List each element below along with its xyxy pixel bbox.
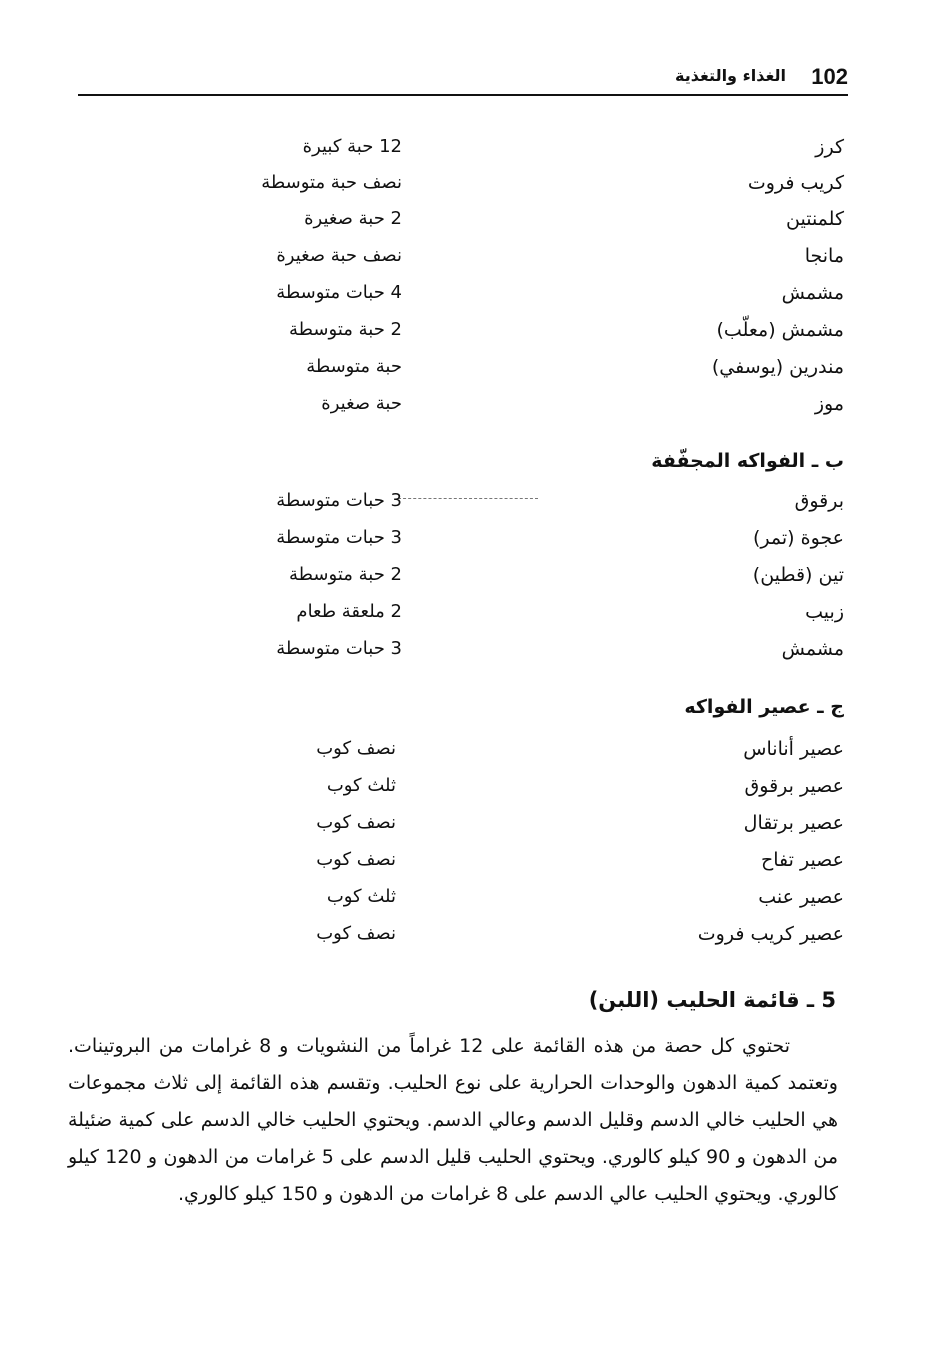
item-name: مندرين (يوسفي) [711, 356, 844, 378]
item-name: كريب فروت [747, 172, 844, 194]
list-item [0, 208, 934, 244]
item-quantity: ثلث كوب [326, 886, 396, 907]
item-quantity: ثلث كوب [326, 775, 396, 796]
item-name: عصير كريب فروت [697, 923, 844, 945]
section-heading-fruit-juices: ج ـ عصير الفواكه [684, 696, 844, 718]
item-name: عجوة (تمر) [753, 527, 844, 549]
list-item [0, 775, 934, 811]
list-item [0, 282, 934, 318]
item-name: تين (قطين) [752, 564, 844, 586]
item-name: عصير تفاح [760, 849, 844, 871]
item-quantity: 3 حبات متوسطة [276, 527, 402, 548]
item-quantity: 2 ملعقة طعام [296, 601, 402, 622]
item-quantity: نصف كوب [316, 849, 396, 870]
section-heading-dried-fruits: ب ـ الفواكه المجفّفة [651, 450, 844, 472]
list-item [0, 356, 934, 392]
milk-paragraph: تحتوي كل حصة من هذه القائمة على 12 غراماً من النشويات و 8 غرامات من البروتينات. وتعتمد كمية الدهون والوحدات الحرارية على نوع الحليب. وتقسم هذه القائمة إلى ثلاث مجموعات هي الحليب خالي الدسم وقليل الدسم وعالي الدسم. ويحتوي الحليب خالي الدسم على كمية ضئيلة من الدهون و 90 كيلو كالوري. ويحتوي الحليب قليل الدسم على 5 غرامات من الدهون و 120 كيلو كالوري. ويحتوي الحليب عالي الدسم على 8 غرامات من الدهون و 150 كيلو كالوري. [68, 1035, 839, 1205]
item-quantity: حبة متوسطة [306, 356, 402, 377]
list-item [0, 849, 934, 885]
page-header [78, 60, 848, 96]
list-item [0, 886, 934, 922]
page-number: 102 [811, 64, 848, 89]
list-item [0, 245, 934, 281]
item-name: زبيب [805, 601, 844, 623]
item-name: كلمنتين [786, 208, 844, 230]
item-quantity: نصف كوب [316, 738, 396, 759]
list-item [0, 738, 934, 774]
item-name: عصير أناناس [743, 738, 844, 760]
item-name: مشمش (معلّب) [716, 319, 844, 341]
item-quantity: 2 حبة متوسطة [289, 319, 402, 340]
list-item [0, 923, 934, 959]
item-name: برقوق [794, 490, 844, 512]
list-item [0, 638, 934, 674]
item-name: كرز [815, 136, 844, 158]
section-heading-milk-list: 5 ـ قائمة الحليب (اللبن) [588, 988, 836, 1012]
item-name: مشمش [781, 638, 844, 660]
item-quantity: 4 حبات متوسطة [276, 282, 402, 303]
item-name: عصير برتقال [743, 812, 844, 834]
running-title: الغذاء والتغذية [675, 66, 786, 85]
item-name: مشمش [781, 282, 844, 304]
item-quantity: 2 حبة متوسطة [289, 564, 402, 585]
item-name: موز [814, 393, 844, 415]
item-quantity: نصف حبة صغيرة [276, 245, 402, 266]
list-item [0, 393, 934, 429]
list-item [0, 601, 934, 637]
item-quantity: نصف كوب [316, 923, 396, 944]
item-quantity: 3 حبات متوسطة [276, 638, 402, 659]
item-quantity: 2 حبة صغيرة [304, 208, 402, 229]
item-quantity: نصف كوب [316, 812, 396, 833]
list-item [0, 490, 934, 526]
item-name: مانجا [804, 245, 844, 267]
item-quantity: حبة صغيرة [321, 393, 402, 414]
item-name: عصير عنب [758, 886, 844, 908]
list-item [0, 527, 934, 563]
list-item [0, 319, 934, 355]
item-quantity: 3 حبات متوسطة [276, 490, 402, 511]
list-item [0, 564, 934, 600]
list-item [0, 172, 934, 208]
item-name: عصير برقوق [744, 775, 844, 797]
item-quantity: نصف حبة متوسطة [261, 172, 402, 193]
item-quantity: 12 حبة كبيرة [302, 136, 402, 157]
list-item [0, 812, 934, 848]
list-item [0, 136, 934, 172]
